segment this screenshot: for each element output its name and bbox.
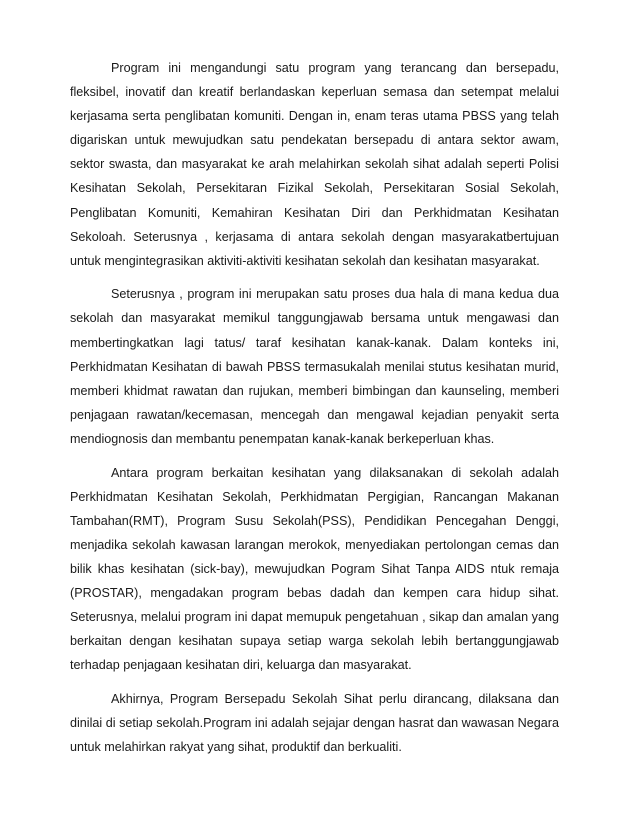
paragraph-1: Program ini mengandungi satu program yang terancang dan bersepadu, fleksibel, inovatif dan kreatif berlandaskan keperluan semasa dan setempat melalui kerjasama serta penglibatan komuniti. Dengan in, enam teras utama PBSS yang telah digariskan untuk mewujudkan satu pendekatan bersepadu di antara sektor awam, sektor swasta, dan masyarakat ke arah melahirkan sekolah sihat adalah seperti Polisi Kesihatan Sekolah, Persekitaran Fizikal Sekolah, Persekitaran Sosial Sekolah, Penglibatan Komuniti, Kemahiran Kesihatan Diri dan Perkhidmatan Kesihatan Sekoloah. Seterusnya , kerjasama di antara sekolah dengan masyarakatbertujuan untuk mengintegrasikan aktiviti-aktiviti kesihatan sekolah dan kesihatan masyarakat. [70,61,559,268]
document-body [70,56,559,769]
paragraph-2: Seterusnya , program ini merupakan satu proses dua hala di mana kedua dua sekolah dan masyarakat memikul tanggungjawab bersama untuk mengawasi dan membertingkatkan lagi tatus/ taraf kesihatan kanak-kanak. Dalam konteks ini, Perkhidmatan Kesihatan di bawah PBSS termasukalah menilai stutus kesihatan murid, memberi khidmat rawatan dan rujukan, memberi bimbingan dan kaunseling, memberi penjagaan rawatan/kecemasan, mencegah dan mengawal kejadian penyakit serta mendiognosis dan membantu penempatan kanak-kanak berkeperluan khas. [70,287,559,446]
paragraph-3: Antara program berkaitan kesihatan yang dilaksanakan di sekolah adalah Perkhidmatan Kesihatan Sekolah, Perkhidmatan Pergigian, Rancangan Makanan Tambahan(RMT), Program Susu Sekolah(PSS), Pendidikan Pencegahan Denggi, menjadika sekolah kawasan larangan merokok, menyediakan pertolongan cemas dan bilik khas kesihatan (sick-bay), mewujudkan Pogram Sihat Tanpa AIDS ntuk remaja (PROSTAR), mengadakan program bebas dadah dan kempen cara hidup sihat. Seterusnya, melalui program ini dapat memupuk pengetahuan , sikap dan amalan yang berkaitan dengan kesihatan supaya setiap warga sekolah lebih bertanggungjawab terhadap penjagaan kesihatan diri, keluarga dan masyarakat. [70,465,559,673]
paragraph-4: Akhirnya, Program Bersepadu Sekolah Sihat perlu dirancang, dilaksana dan dinilai di setiap sekolah.Program ini adalah sejajar dengan hasrat dan wawasan Negara untuk melahirkan rakyat yang sihat, produktif dan berkualiti. [70,691,559,755]
